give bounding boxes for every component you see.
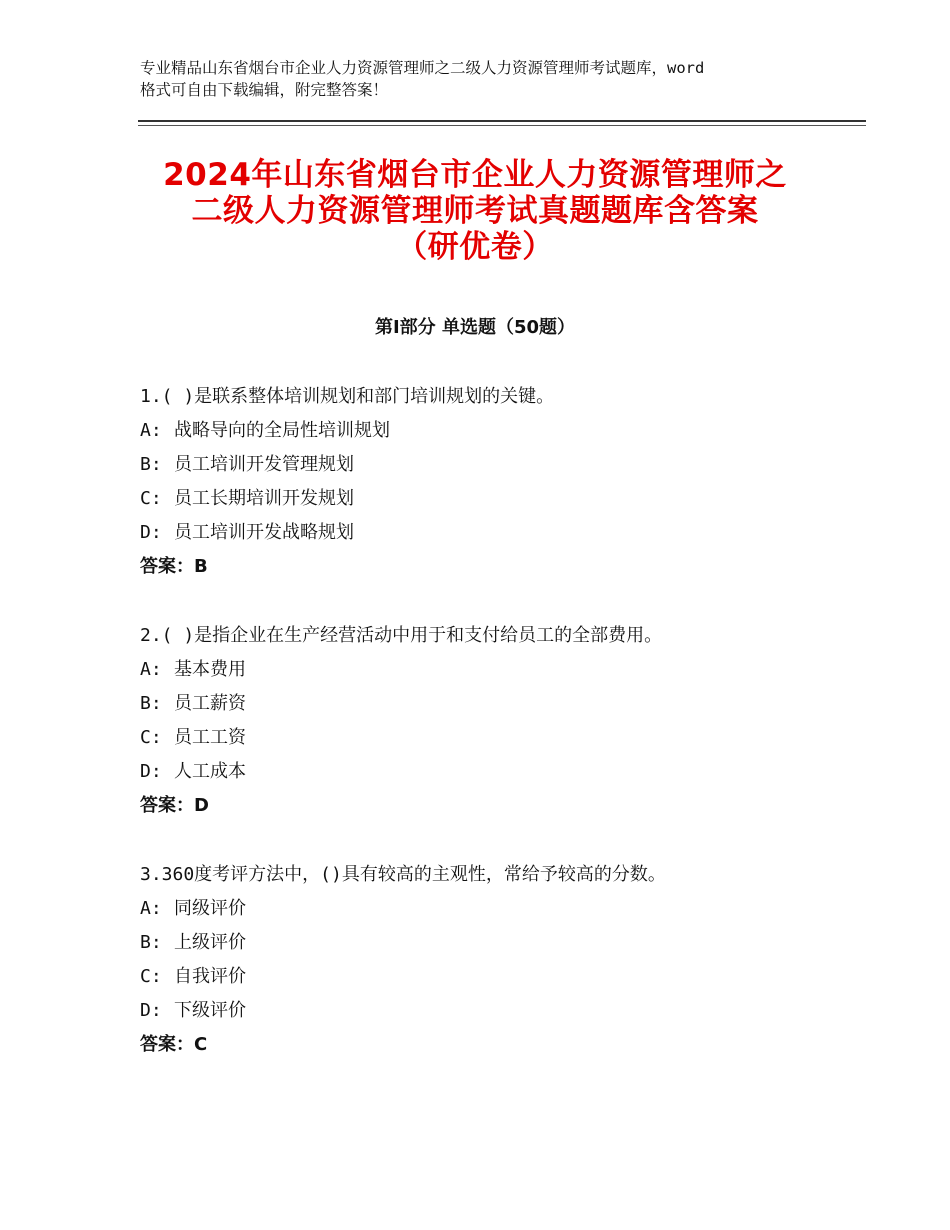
- option-text: 同级评价: [174, 898, 246, 919]
- option-letter: B:: [140, 454, 162, 475]
- option-d: [140, 997, 860, 1031]
- title-line-3: （研优卷）: [396, 229, 554, 265]
- section-heading: 第Ⅰ部分 单选题（50题）: [374, 317, 575, 338]
- option-b: [140, 690, 860, 724]
- option-letter: A:: [140, 420, 162, 441]
- option-b: [140, 451, 860, 485]
- option-c: [140, 485, 860, 519]
- question-stem: 1.( )是联系整体培训规划和部门培训规划的关键。: [140, 386, 555, 407]
- header-note: [140, 57, 840, 101]
- title-line-2: 二级人力资源管理师考试真题题库含答案: [191, 193, 759, 229]
- option-letter: C:: [140, 488, 162, 509]
- option-text: 人工成本: [174, 761, 246, 782]
- option-text: 员工培训开发战略规划: [174, 522, 354, 543]
- document-title: [110, 157, 840, 265]
- option-text: 员工长期培训开发规划: [174, 488, 354, 509]
- title-line-1: 2024年山东省烟台市企业人力资源管理师之: [163, 157, 787, 193]
- option-c: [140, 724, 860, 758]
- option-a: [140, 895, 860, 929]
- question-2: [140, 622, 860, 826]
- header-divider-thick: [138, 120, 866, 122]
- option-a: [140, 656, 860, 690]
- option-letter: D:: [140, 761, 162, 782]
- answer-line: 答案：D: [140, 795, 209, 816]
- option-a: [140, 417, 860, 451]
- question-stem: 3.360度考评方法中，()具有较高的主观性，常给予较高的分数。: [140, 864, 666, 885]
- answer-line: 答案：B: [140, 556, 208, 577]
- header-divider-thin: [138, 125, 866, 126]
- option-letter: C:: [140, 727, 162, 748]
- option-text: 战略导向的全局性培训规划: [174, 420, 390, 441]
- header-note-line-1: 专业精品山东省烟台市企业人力资源管理师之二级人力资源管理师考试题库，word: [140, 59, 705, 77]
- option-text: 下级评价: [174, 1000, 246, 1021]
- option-text: 员工工资: [174, 727, 246, 748]
- question-3: [140, 861, 860, 1065]
- answer-line: 答案：C: [140, 1034, 208, 1055]
- option-text: 员工培训开发管理规划: [174, 454, 354, 475]
- option-letter: A:: [140, 659, 162, 680]
- option-d: [140, 519, 860, 553]
- option-text: 上级评价: [174, 932, 246, 953]
- option-letter: D:: [140, 1000, 162, 1021]
- option-text: 员工薪资: [174, 693, 246, 714]
- option-letter: C:: [140, 966, 162, 987]
- option-letter: D:: [140, 522, 162, 543]
- question-stem: 2.( )是指企业在生产经营活动中用于和支付给员工的全部费用。: [140, 625, 663, 646]
- option-b: [140, 929, 860, 963]
- question-1: [140, 383, 860, 587]
- option-d: [140, 758, 860, 792]
- header-note-line-2: 格式可自由下载编辑，附完整答案！: [140, 81, 389, 99]
- option-letter: B:: [140, 932, 162, 953]
- option-text: 自我评价: [174, 966, 246, 987]
- option-letter: B:: [140, 693, 162, 714]
- option-text: 基本费用: [174, 659, 246, 680]
- option-c: [140, 963, 860, 997]
- option-letter: A:: [140, 898, 162, 919]
